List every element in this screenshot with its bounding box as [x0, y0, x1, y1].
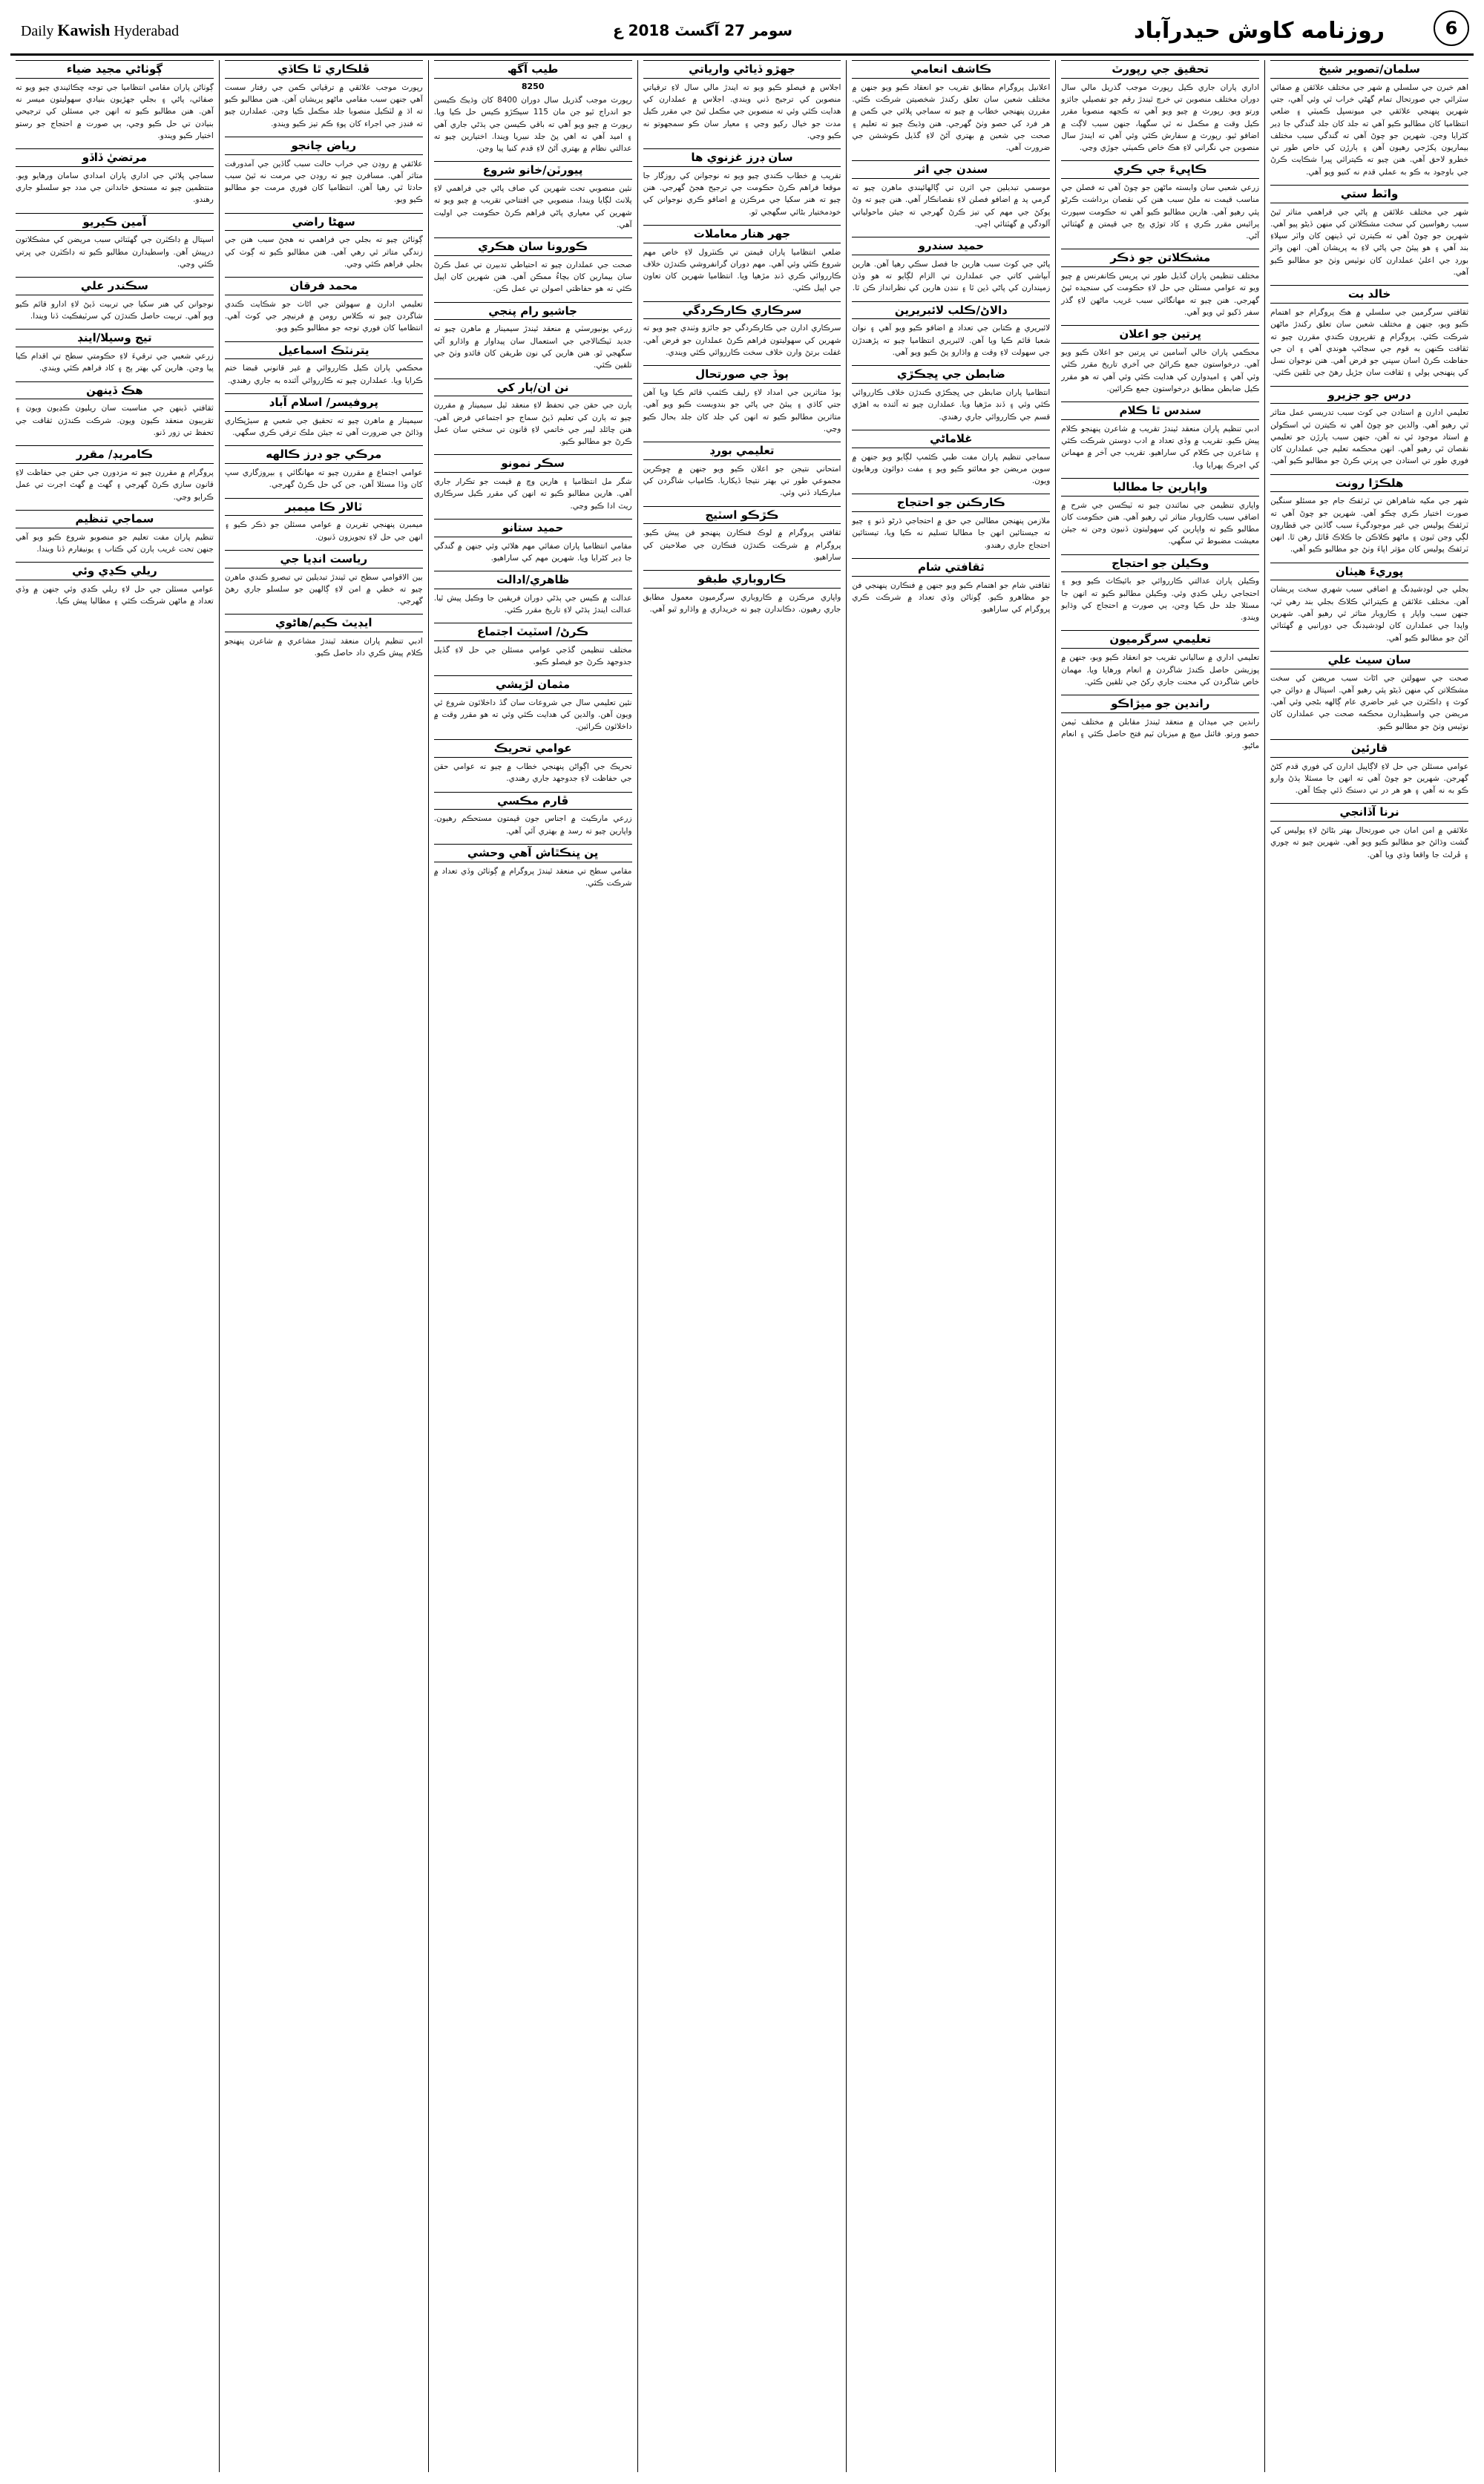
- article-body: ٻارن جي حقن جي تحفظ لاءِ منعقد ٿيل سيمينار ۾ مقررن چيو ته ٻارن کي تعليم ڏيڻ سماج جو اجتماعي فرض آهي. هنن چائلڊ ليبر جي خاتمي لاءِ قانون تي سختي سان عمل ڪرڻ جو مطالبو ڪيو.: [433, 401, 632, 447]
- article-headline: ڦارم مڪسي: [434, 792, 632, 810]
- article-body: نئين تعليمي سال جي شروعات سان گڏ داخلائون شروع ٿي ويون آهن. والدين کي هدايت ڪئي وئي ته هو مقرر وقت ۾ داخلائون ڪرائين.: [433, 698, 632, 732]
- column-grid: [10, 60, 1474, 2472]
- article: [225, 550, 423, 608]
- article-headline: خالد بت: [1270, 285, 1468, 304]
- column-4: [637, 60, 847, 2472]
- article-headline: ڪارڪنن جو احتجاج: [852, 494, 1050, 512]
- article-headline: جهڙو ڏياڻي وارياتي: [643, 60, 841, 79]
- article-headline: مثمان لڙيشي: [434, 675, 632, 694]
- article-body: صحت جي سهولتن جي اڻاٺ سبب مريضن کي سخت مشڪلاتن کي منهن ڏيڻو پئي رهيو آهي. اسپتال ۾ دوائن جي کوٽ ۽ ڊاڪٽرن جي غير حاضري عام ڳالهه بڻجي وئي آهي. مريضن جي واسطيدارن محڪمه صحت جي عملدارن کان نوٽيس وٺڻ جو مطالبو ڪيو.: [1270, 673, 1468, 731]
- article-body: سماجي ڀلائي جي اداري پاران امدادي سامان ورهايو ويو. منتظمين چيو ته مستحق خاندانن جي مدد جو سلسلو جاري رهندو.: [15, 171, 214, 205]
- article-body: اهم خبرن جي سلسلي ۾ شهر جي مختلف علائقن ۾ صفائي سٿرائي جي صورتحال تمام گهڻي خراب ٿي وئي آهي، جتي شهرين پنهنجي علائقي جي ميونسپل ڪميٽي ۽ ضلعي انتظاميا کان مطالبو ڪيو آهي ته جلد کان جلد گندگي جا ڍير کڻرايا وڃن. شهرين جو چوڻ آهي ته گندگي سبب مختلف بيماريون پکڙجي رهيون آهن ۽ ٻارڙن کي خاص طور تي خطرو لاحق آهي. هنن چيو ته ڪيترائي ڀيرا شڪايت ڪرڻ جي باوجود به ڪو به عملي قدم نه کنيو ويو آهي.: [1270, 82, 1468, 177]
- article: [225, 213, 423, 271]
- article-headline: سندن جي اثر: [852, 160, 1050, 179]
- article: [1061, 630, 1259, 688]
- article-body: پروگرام ۾ مقررن چيو ته مزدورن جي حقن جي حفاظت لاءِ قانون سازي ڪرڻ گهرجي ۽ گهٽ ۾ گهٽ اجرت تي عمل ڪرايو وڃي.: [15, 468, 214, 502]
- article-headline: طيب آگھ: [434, 60, 632, 79]
- article-body: ثقافتي ڏينهن جي مناسبت سان ريليون ڪڍيون ويون ۽ تقريبون منعقد ڪيون ويون. شرڪت ڪندڙن ثقافت جي تحفظ تي زور ڏنو.: [15, 404, 214, 438]
- article-headline: ڦلڪاري ٿا ڪاڏي: [225, 60, 423, 79]
- article: [852, 160, 1050, 230]
- article-headline: يترنٽڪ اسماعيل: [225, 341, 423, 360]
- article-body: محڪمي پاران ڪيل ڪارروائي ۾ غير قانوني قبضا ختم ڪرايا ويا. عملدارن چيو ته ڪارروائي آئنده به جاري رهندي.: [224, 364, 423, 385]
- article-headline: ايڊيٽ ڪيم/ھاڻوي: [225, 614, 423, 632]
- article-body: علائقي ۾ روڊن جي خراب حالت سبب گاڏين جي آمدورفت متاثر آهي. مسافرن چيو ته روڊن جي مرمت نه ٿيڻ سبب حادثا ٿي رهيا آهن. انتظاميا کان فوري مرمت جو مطالبو ڪيو ويو.: [224, 159, 423, 205]
- article-headline: آمين ڪيريو: [16, 213, 214, 232]
- article-body: محڪمي پاران خالي آسامين تي ڀرتين جو اعلان ڪيو ويو آهي. درخواستون جمع ڪرائڻ جي آخري تاريخ مقرر ڪئي وئي آهي ۽ اميدوارن کي هدايت ڪئي وئي آهي ته هو مقرر ڪيل ضابطن مطابق درخواستون جمع ڪرائين.: [1061, 347, 1260, 393]
- article: [1270, 474, 1468, 556]
- article-headline: حميد سندرو: [852, 237, 1050, 255]
- article-headline: ڪاشف انعامي: [852, 60, 1050, 79]
- article-headline: ٻوڏ جي صورتحال: [643, 365, 841, 384]
- article-body: اداري پاران جاري ڪيل رپورٽ موجب گذريل مالي سال دوران مختلف منصوبن تي خرچ ٿيندڙ رقم جو تفصيلي جائزو ورتو ويو. رپورٽ ۾ چيو ويو آهي ته ڪجهه منصوبا مقرر ڪيل وقت ۾ مڪمل نه ٿي سگهيا، جنهن سبب لاڳت ۾ اضافو ٿيو. رپورٽ ۾ سفارش ڪئي وئي آهي ته ايندڙ سال منصوبن جي نگراني لاءِ هڪ خاص ڪميٽي جوڙي وڃي.: [1061, 82, 1260, 153]
- article: [643, 60, 841, 142]
- article-headline: ڀن ڀنڪٿاش آهي وحشي: [434, 844, 632, 862]
- article-body: ثقافتي شام جو اهتمام ڪيو ويو جنهن ۾ فنڪارن پنهنجي فن جو مظاهرو ڪيو. ڳوٺاڻن وڏي تعداد ۾ شرڪت ڪري پروگرام کي ساراهيو.: [852, 580, 1051, 615]
- paper-name-urdu-main: كاوش: [1227, 17, 1294, 44]
- article-headline: محمد فرقان: [225, 277, 423, 295]
- article-body: واپاري تنظيمن جي نمائندن چيو ته ٽيڪسن جي شرح ۾ اضافي سبب ڪاروبار متاثر ٿي رهيو آهي. هنن حڪومت کان مطالبو ڪيو ته واپارين کي سهوليتون ڏنيون وڃن ته جيئن معيشت مضبوط ٿي سگهي.: [1061, 500, 1260, 546]
- article-headline: سڪر نمونو: [434, 454, 632, 473]
- masthead-urdu-title: [930, 18, 1474, 44]
- article-headline: جهر هنار معاملات: [643, 225, 841, 243]
- column-3: [846, 60, 1055, 2472]
- article: [225, 60, 423, 130]
- article-body: سيمينار ۾ ماهرن چيو ته تحقيق جي شعبي ۾ سيڙپڪاري وڌائڻ جي ضرورت آهي ته جيئن ملڪ ترقي ڪري سگهي.: [224, 416, 423, 438]
- article-headline: ڪرڻ/ اسٽيٽ اجتماع: [434, 623, 632, 641]
- article-headline: قارئين: [1270, 739, 1468, 758]
- article: [16, 445, 214, 503]
- article-headline: مرڪي جو ڊرز ڪالهه: [225, 445, 423, 464]
- article-headline: پيورٽن/خانو شروع: [434, 161, 632, 180]
- article-body: موسمي تبديلين جي اثرن تي ڳالهائيندي ماهرن چيو ته گرمي پد ۾ اضافو فصلن لاءِ نقصانڪار آهي. هنن چيو ته وڻ پوکڻ جي مهم کي تيز ڪرڻ گهرجي ته جيئن ماحولياتي آلودگي ۾ گهٽتائي اچي.: [852, 183, 1051, 229]
- article-body: تعليمي ادارن ۾ سهولتن جي اڻاٺ جو شڪايت ڪندي شاگردن چيو ته ڪلاس رومن ۾ فرنيچر جي کوٽ آهي. انتظاميا کان فوري توجه جو مطالبو ڪيو ويو.: [224, 299, 423, 333]
- article: [434, 454, 632, 512]
- article-body: زرعي شعبي سان وابسته ماڻهن جو چوڻ آهي ته فصلن جي مناسب قيمت نه ملڻ سبب هنن کي نقصان برداشت ڪرڻو پئي رهيو آهي. هارين مطالبو ڪيو آهي ته حڪومت سپورٽ پرائيس مقرر ڪري ۽ کاد توڙي ٻج جي قيمتن ۾ گهٽتائي آڻي.: [1061, 183, 1260, 241]
- article-headline: هڪ ڏينهن: [16, 381, 214, 400]
- masthead: [10, 7, 1474, 56]
- article: [643, 570, 841, 615]
- article-headline: سندس ٿا ڪلام: [1061, 402, 1259, 420]
- article-body: مقامي انتظاميا پاران صفائي مهم هلائي وئي جنهن ۾ گندگي جا ڍير کڻرايا ويا. شهرين مهم کي ساراهيو.: [433, 541, 632, 563]
- article-headline: ظاهري/ادالت: [434, 571, 632, 589]
- article-body: تعليمي اداري ۾ سالياني تقريب جو انعقاد ڪيو ويو، جنهن ۾ پوزيشن حاصل ڪندڙ شاگردن ۾ انعام ورهايا ويا. مهمان خاص شاگردن کي محنت جاري رکڻ جي تلقين ڪئي.: [1061, 653, 1260, 686]
- article-body: شهر جي مکيه شاهراهن تي ٽرئفڪ جام جو مسئلو سنگين صورت اختيار ڪري چڪو آهي. شهرين جو چوڻ آهي ته ٽرئفڪ پوليس جي غير موجودگيءَ سبب گاڏين جي قطارون لڳي وڃن ٿيون ۽ ماڻهو ڪلاڪن جا ڪلاڪ ڦاٿل رهن ٿا. انهن ٽرئفڪ پوليس کان مؤثر اپاءَ وٺڻ جو مطالبو ڪيو آهي.: [1270, 497, 1468, 554]
- article-headline: دالاڻ/ڪلب لائبريرين: [852, 301, 1050, 320]
- article-body: راندين جي ميدان ۾ منعقد ٿيندڙ مقابلن ۾ مختلف ٽيمن حصو ورتو. فائنل ميچ ۾ ميزبان ٽيم فتح حاصل ڪئي ۽ انعام ماڻيو.: [1061, 717, 1260, 751]
- article-body: رپورٽ موجب علائقي ۾ ترقياتي ڪمن جي رفتار سست آهي جنهن سبب مقامي ماڻهو پريشان آهن. هنن مطالبو ڪيو ته اڌ ۾ لٽڪيل منصوبا جلد مڪمل ڪيا وڃن. عملدارن چيو ته فنڊز جي اجراء کان پوءِ ڪم تيز ڪيو ويندو.: [224, 82, 423, 128]
- article-body: ٻوڏ متاثرين جي امداد لاءِ رليف ڪئمپ قائم ڪيا ويا آهن جتي کاڌي ۽ پيئڻ جي پاڻي جو بندوبست ڪيو ويو آهي. متاثرين مطالبو ڪيو ته انهن کي جلد کان جلد بحال ڪيو وڃي.: [643, 388, 841, 433]
- article: [434, 739, 632, 784]
- article-headline: مشڪلاتن جو ذڪر: [1061, 249, 1259, 267]
- article-headline: ريلي ڪڍي وئي: [16, 562, 214, 580]
- article-body: تنظيم پاران مفت تعليم جو منصوبو شروع ڪيو ويو آهي جنهن تحت غريب ٻارن کي ڪتاب ۽ يونيفارم ڏنا ويندا.: [15, 532, 214, 554]
- article: [852, 365, 1050, 423]
- article-body: نئين منصوبي تحت شهرين کي صاف پاڻي جي فراهمي لاءِ پلانٽ لڳايا ويندا. منصوبي جي افتتاحي تقريب ۾ چيو ويو ته شهرين کي معياري پاڻي فراهم ڪرڻ حڪومت جي اوليت آهي.: [433, 184, 632, 229]
- english-paper-name: Kawish: [57, 21, 111, 39]
- article: [1270, 651, 1468, 733]
- article: [1061, 249, 1259, 318]
- article-headline: نرنا آڏانجي: [1270, 803, 1468, 822]
- article-headline: سڪندر علي: [16, 277, 214, 295]
- article-body: مختلف تنظيمن گڏجي عوامي مسئلن جي حل لاءِ گڏيل جدوجهد ڪرڻ جو فيصلو ڪيو.: [433, 646, 632, 667]
- article-body: زرعي يونيورسٽي ۾ منعقد ٿيندڙ سيمينار ۾ ماهرن چيو ته جديد ٽيڪنالاجي جي استعمال سان پيداوار ۾ واڌارو آڻي سگهجي ٿو. هنن هارين کي نون طريقن کان فائدو وٺڻ جي تلقين ڪئي.: [433, 324, 632, 370]
- article-headline: هلڪڙا رونت: [1270, 474, 1468, 493]
- article-body: اعلانيل پروگرام مطابق تقريب جو انعقاد ڪيو ويو جنهن ۾ مختلف شعبن سان تعلق رکندڙ شخصيتن شرڪت ڪئي. مقررن پنهنجي خطاب ۾ چيو ته سماجي ڀلائي جي ڪمن ۾ هر فرد کي حصو وٺڻ گهرجي. هنن وڌيڪ چيو ته تعليم ۽ صحت جي شعبن ۾ بهتري آڻڻ لاءِ گڏيل ڪوششن جي ضرورت آهي.: [852, 82, 1051, 153]
- article-headline: ڪامريڊ/ مقرر: [16, 445, 214, 464]
- article: [1061, 402, 1259, 471]
- article-headline: ڪورونا سان هڪري: [434, 237, 632, 256]
- article-headline: نن ان/ٻار کي: [434, 379, 632, 397]
- article: [1270, 563, 1468, 644]
- article-headline: غلاماڻي: [852, 430, 1050, 448]
- article-headline: سان ڊرز غزنوي ها: [643, 148, 841, 167]
- article: [643, 506, 841, 564]
- column-6: [219, 60, 428, 2472]
- column-2: [1055, 60, 1264, 2472]
- article: [16, 381, 214, 439]
- article-headline: رياست انڊيا جي: [225, 550, 423, 568]
- article-body: رپورٽ موجب گذريل سال دوران 8400 کان وڌيڪ ڪيسن جو اندراج ٿيو جن مان 115 سيڪڙو ڪيس حل ڪيا ويا. رپورٽ ۾ چيو ويو آهي ته باقي ڪيسن جي ٻڌڻي جاري آهي ۽ اميد آهي ته اهي پڻ جلد نبيريا ويندا. اختيارين چيو ته عدالتي نظام ۾ بهتري آڻڻ لاءِ قدم کنيا پيا وڃن.: [433, 96, 632, 154]
- article: [643, 365, 841, 435]
- article: [643, 225, 841, 295]
- article: [643, 442, 841, 499]
- article-headline: ڪاروباري طبقو: [643, 570, 841, 589]
- article-subhead: 8250: [521, 81, 545, 91]
- article: [16, 510, 214, 555]
- article-body: سماجي تنظيم پاران مفت طبي ڪئمپ لڳايو ويو جنهن ۾ سوين مريضن جو معائنو ڪيو ويو ۽ مفت دوائون ورهايون ويون.: [852, 452, 1051, 486]
- article: [852, 60, 1050, 154]
- paper-name-urdu: روزنامه: [1301, 17, 1385, 44]
- article-body: علائقي ۾ امن امان جي صورتحال بهتر بڻائڻ لاءِ پوليس کي گشت وڌائڻ جو مطالبو ڪيو ويو آهي. شهرين چيو ته چوري ۽ ڦرلٽ جا واقعا وڌي ويا آهن.: [1270, 826, 1468, 859]
- column-1: [1264, 60, 1474, 2472]
- article-body: زرعي شعبي جي ترقيءَ لاءِ حڪومتي سطح تي اقدام ڪيا پيا وڃن. هارين کي بهتر ٻج ۽ کاد فراهم ڪئي ويندي.: [15, 352, 214, 373]
- article-body: ادبي تنظيم پاران منعقد ٿيندڙ مشاعري ۾ شاعرن پنهنجو ڪلام پيش ڪري داد حاصل ڪيو.: [224, 637, 423, 658]
- article-body: ثقافتي سرگرمين جي سلسلي ۾ هڪ پروگرام جو اهتمام ڪيو ويو، جنهن ۾ مختلف شعبن سان تعلق رکندڙ ماڻهن شرڪت ڪئي. پروگرام ۾ تقريرون ڪندي مقررن چيو ته ثقافت ڪنهن به قوم جي سڃاڻپ هوندي آهي ۽ ان جي حفاظت ڪرڻ اسان سڀني جو فرض آهي. هنن نوجوان نسل کي پنهنجي ٻولي ۽ ثقافت سان جڙيل رهڻ جي تلقين ڪئي.: [1270, 307, 1468, 378]
- article-body: ڳوٺاڻن چيو ته بجلي جي فراهمي نه هجڻ سبب هنن جي زندگي متاثر ٿي رهي آهي. هنن مطالبو ڪيو ته ڳوٺ کي بجلي فراهم ڪئي وڃي.: [224, 235, 423, 269]
- article-body: صحت جي عملدارن چيو ته احتياطي تدبيرن تي عمل ڪرڻ سان بيمارين کان بچاءُ ممڪن آهي. هنن شهرين کان اپيل ڪئي ته هو حفاظتي اصولن تي عمل ڪن.: [433, 260, 632, 294]
- article-headline: سرڪاري ڪارڪردگي: [643, 301, 841, 320]
- article-headline: درس جو جزيرو: [1270, 386, 1468, 404]
- article: [434, 302, 632, 372]
- article-body: مقامي سطح تي منعقد ٿيندڙ پروگرام ۾ ڳوٺاڻن وڏي تعداد ۾ شرڪت ڪئي.: [433, 866, 632, 888]
- article-headline: ڀرتين جو اعلان: [1061, 325, 1259, 344]
- article-body: مختلف تنظيمن پاران گڏيل طور تي پريس ڪانفرنس ۾ چيو ويو ته عوامي مسئلن جي حل لاءِ حڪومت کي سنجيده ٿيڻ گهرجي. هنن چيو ته مهانگائي سبب غريب ماڻهن لاءِ گذر سفر ڏکيو ٿي ويو آهي.: [1061, 272, 1260, 317]
- article-headline: سماجي تنظيم: [16, 510, 214, 528]
- masthead-english-title: [10, 21, 476, 40]
- article: [225, 393, 423, 439]
- article-headline: پروفيسر/ اسلام آباد: [225, 393, 423, 412]
- article-body: عوامي مسئلن جي حل لاءِ ريلي ڪڍي وئي جنهن ۾ وڏي تعداد ۾ ماڻهن شرڪت ڪئي ۽ مطالبا پيش ڪيا.: [15, 584, 214, 606]
- article-headline: جاشيو رام پنجي: [434, 302, 632, 321]
- article-headline: تعليمي سرگرميون: [1061, 630, 1259, 649]
- english-city-label: Hyderabad: [114, 23, 180, 39]
- article: [1061, 695, 1259, 753]
- column-5: [428, 60, 637, 2472]
- article: [434, 60, 632, 154]
- english-daily-label: Daily: [20, 23, 54, 39]
- article: [434, 519, 632, 564]
- article-headline: سان سيٺ علي: [1270, 651, 1468, 669]
- article: [434, 161, 632, 231]
- article: [16, 148, 214, 206]
- paper-city-urdu: حيدرآباد: [1134, 17, 1221, 44]
- article-body: زرعي مارڪيٽ ۾ اجناس جون قيمتون مستحڪم رهيون. واپارين چيو ته رسد ۾ بهتري آئي آهي.: [433, 814, 632, 836]
- article: [852, 558, 1050, 616]
- article: [1061, 60, 1259, 154]
- article: [1270, 386, 1468, 468]
- article-body: ثقافتي پروگرام ۾ لوڪ فنڪارن پنهنجو فن پيش ڪيو. پروگرام ۾ شرڪت ڪندڙن فنڪارن جي صلاحيتن کي ساراهيو.: [643, 528, 841, 562]
- article-body: تعليمي ادارن ۾ استادن جي کوٽ سبب تدريسي عمل متاثر ٿي رهيو آهي. والدين جو چوڻ آهي ته ڪيترن ئي اسڪولن ۾ استاد موجود ئي نه آهن، جنهن سبب ٻارڙن جو تعليمي نقصان ٿي رهيو آهي. انهن محڪمه تعليم جي عملدارن کان فوري طور تي استادن جي ڀرتي ڪرڻ جو مطالبو ڪيو آهي.: [1270, 408, 1468, 466]
- article-body: پاڻي جي کوٽ سبب هارين جا فصل سڪي رهيا آهن. هارين آبپاشي کاتي جي عملدارن تي الزام لڳايو ته هو وڏن زميندارن کي پاڻي ڏين ٿا ۽ ننڍن هارين کي نظرانداز ڪن ٿا.: [852, 259, 1051, 293]
- article-headline: ڪاڀيءَ جي ڪري: [1061, 160, 1259, 179]
- article-headline: تحقيق جي رپورٽ: [1061, 60, 1259, 79]
- article: [16, 60, 214, 142]
- article: [1270, 185, 1468, 278]
- article: [434, 237, 632, 295]
- article: [1270, 803, 1468, 861]
- article: [852, 430, 1050, 488]
- article: [225, 277, 423, 335]
- article: [434, 623, 632, 668]
- article-headline: راندين جو ميڙاڪو: [1061, 695, 1259, 713]
- article-body: بين الاقوامي سطح تي ٿيندڙ تبديلين تي تبصرو ڪندي ماهرن چيو ته خطي ۾ امن لاءِ ڳالهين جو سلسلو جاري رهڻ گهرجي.: [224, 572, 423, 606]
- article-headline: وڪيلن جو احتجاج: [1061, 554, 1259, 573]
- article-body: ادبي تنظيم پاران منعقد ٿيندڙ تقريب ۾ شاعرن پنهنجو ڪلام پيش ڪيو. تقريب ۾ وڏي تعداد ۾ ادب دوستن شرڪت ڪئي ۽ شاعرن جي ڪلام کي ساراهيو. تقريب جي آخر ۾ مهمانن کي اجرڪ پهرايا ويا.: [1061, 424, 1260, 470]
- article-body: ملازمن پنهنجن مطالبن جي حق ۾ احتجاجي ڌرڻو ڏنو ۽ چيو ته جيستائين انهن جا مطالبا تسليم نه ڪيا ويا، تيستائين احتجاج جاري رهندو.: [852, 517, 1051, 550]
- article-headline: ٽالار ڪا ميمبر: [225, 498, 423, 517]
- article: [852, 237, 1050, 295]
- article-headline: واٽط ستي: [1270, 185, 1468, 203]
- article: [225, 341, 423, 387]
- page-number-badge: 6: [1434, 10, 1469, 46]
- article-body: ميمبرن پنهنجي تقريرن ۾ عوامي مسئلن جو ذڪر ڪيو ۽ انهن جي حل لاءِ تجويزون ڏنيون.: [224, 520, 423, 542]
- article: [852, 494, 1050, 551]
- article-headline: ثقافتي شام: [852, 558, 1050, 577]
- article-headline: تيج وسيلا/اينڊ: [16, 329, 214, 347]
- article-headline: عوامي تحريڪ: [434, 739, 632, 758]
- article-body: اسپتال ۾ ڊاڪٽرن جي گهٽتائي سبب مريضن کي مشڪلاتون درپيش آهن. واسطيدارن مطالبو ڪيو ته ڊاڪٽرن جي ڀرتي ڪئي وڃي.: [15, 235, 214, 269]
- article: [643, 301, 841, 359]
- article-body: انتظاميا پاران ضابطن جي ڀڃڪڙي ڪندڙن خلاف ڪارروائي ڪئي وئي ۽ ڏنڊ مڙهيا ويا. عملدارن چيو ته آئنده به اهڙي قسم جي ڪارروائي جاري رهندي.: [852, 388, 1051, 422]
- article: [1270, 60, 1468, 178]
- article-body: امتحاني نتيجن جو اعلان ڪيو ويو جنهن ۾ ڇوڪرين مجموعي طور تي بهتر نتيجا ڏيکاريا. ڪامياب شاگردن کي مبارڪباد ڏني وئي.: [643, 464, 841, 498]
- article-body: واپاري مرڪزن ۾ ڪاروباري سرگرميون معمول مطابق جاري رهيون. دڪاندارن چيو ته خريداري ۾ واڌارو ٿيو آهي.: [643, 592, 841, 615]
- article-headline: سلمان/تصوير شيخ: [1270, 60, 1468, 79]
- article: [1270, 285, 1468, 379]
- article: [1061, 554, 1259, 624]
- article-headline: ڪڙڪو اسٽيج: [643, 506, 841, 525]
- article: [1061, 160, 1259, 242]
- article-body: شگر مل انتظاميا ۽ هارين وچ ۾ قيمت جو تڪرار جاري آهي. هارين مطالبو ڪيو ته انهن کي مقرر ڪيل سرڪاري ريٽ ادا ڪيو وڃي.: [433, 477, 632, 511]
- article: [16, 562, 214, 607]
- article: [1061, 478, 1259, 548]
- article-body: شهر جي مختلف علائقن ۾ پاڻي جي فراهمي متاثر ٿيڻ سبب رهواسين کي سخت مشڪلاتن کي منهن ڏيڻو پيو آهي. شهرين جو چوڻ آهي ته ڪيترن ئي ڏينهن کان واٽر سپلاءِ بند آهي ۽ هو پيئڻ جي پاڻي لاءِ به پريشان آهن. انهن واٽر بورڊ جي اعليٰ عملدارن کان نوٽيس وٺڻ جو مطالبو ڪيو آهي.: [1270, 207, 1468, 277]
- article: [1270, 739, 1468, 797]
- article: [434, 571, 632, 616]
- article-body: لائبريري ۾ ڪتابن جي تعداد ۾ اضافو ڪيو ويو آهي ۽ نوان شعبا قائم ڪيا ويا آهن. لائبريري انتظاميا چيو ته پڙهندڙن جي سهولت لاءِ وقت ۾ واڌارو پڻ ڪيو ويو آهي.: [852, 324, 1051, 357]
- article: [225, 137, 423, 206]
- article-headline: ضابطن جي ڀڃڪڙي: [852, 365, 1050, 384]
- article: [434, 675, 632, 733]
- issue-date: سومر 27 آگسٽ 2018 ع: [612, 22, 793, 39]
- article-headline: حميد ستانو: [434, 519, 632, 537]
- article: [16, 213, 214, 271]
- article-headline: سهڻا راضي: [225, 213, 423, 232]
- article-body: تحريڪ جي اڳواڻن پنهنجي خطاب ۾ چيو ته عوامي حقن جي حفاظت لاءِ جدوجهد جاري رهندي.: [433, 762, 632, 784]
- article: [1061, 325, 1259, 395]
- article: [434, 844, 632, 889]
- article-body: ضلعي انتظاميا پاران قيمتن تي ڪنٽرول لاءِ خاص مهم شروع ڪئي وئي آهي. مهم دوران گرانفروشي ڪندڙن خلاف ڪارروائي ڪري ڏنڊ مڙهيا ويا. انتظاميا شهرين کان تعاون جي اپيل ڪئي.: [643, 247, 841, 293]
- article-body: نوجوانن کي هنر سکيا جي تربيت ڏيڻ لاءِ ادارو قائم ڪيو ويو آهي. تربيت حاصل ڪندڙن کي سرٽيفڪيٽ ڏنا ويندا.: [15, 299, 214, 321]
- article: [852, 301, 1050, 359]
- article-headline: ڳوٺاڻي مجيد ضياء: [16, 60, 214, 79]
- article-body: عدالت ۾ ڪيس جي ٻڌڻي دوران فريقين جا وڪيل پيش ٿيا. عدالت ايندڙ ٻڌڻي لاءِ تاريخ مقرر ڪئي.: [433, 593, 632, 615]
- article-body: عوامي مسئلن جي حل لاءِ لاڳاپيل ادارن کي فوري قدم کڻڻ گهرجن. شهرين جو چوڻ آهي ته انهن جا مسئلا ٻڌڻ وارو ڪو به نه آهي ۽ هو هر در تي دستڪ ڏئي چڪا آهن.: [1270, 761, 1468, 796]
- article-headline: تعليمي بورڊ: [643, 442, 841, 460]
- article-body: عوامي اجتماع ۾ مقررن چيو ته مهانگائي ۽ بيروزگاري سڀ کان وڏا مسئلا آهن، جن کي حل ڪرڻ گهرجي.: [224, 468, 423, 490]
- article-body: تقريب ۾ خطاب ڪندي چيو ويو ته نوجوانن کي روزگار جا موقعا فراهم ڪرڻ حڪومت جي ترجيح هجڻ گهرجي. هنن چيو ته هنر سکيا جي مرڪزن ۾ اضافو ڪري نوجوانن کي خودمختيار بڻائي سگهجي ٿو.: [643, 171, 841, 217]
- article-body: سرڪاري ادارن جي ڪارڪردگي جو جائزو وٺندي چيو ويو ته شهرين کي سهوليتون فراهم ڪرڻ عملدارن جو فرض آهي. غفلت برتڻ وارن خلاف سخت ڪارروائي ڪئي ويندي.: [643, 324, 841, 357]
- article: [225, 445, 423, 491]
- column-7: [10, 60, 219, 2472]
- article: [225, 614, 423, 659]
- article: [434, 792, 632, 837]
- article: [16, 277, 214, 322]
- article-body: بجلي جي لوڊشيڊنگ ۾ اضافي سبب شهري سخت پريشان آهن. مختلف علائقن ۾ ڪيترائي ڪلاڪ بجلي بند رهي ٿي، جنهن سبب واپار ۽ ڪاروبار متاثر ٿي رهيو آهي. شهرين واپڊا جي عملدارن کان لوڊشيڊنگ جي دورانيي ۾ گهٽتائي آڻڻ جو مطالبو ڪيو آهي.: [1270, 585, 1468, 643]
- article: [643, 148, 841, 218]
- article-body: وڪيلن پاران عدالتي ڪارروائي جو بائيڪاٽ ڪيو ويو ۽ احتجاجي ريلي ڪڍي وئي. وڪيلن مطالبو ڪيو ته انهن جا مسئلا جلد حل ڪيا وڃن، ٻي صورت ۾ احتجاج کي وڌايو ويندو.: [1061, 577, 1260, 623]
- article: [16, 329, 214, 374]
- article: [225, 498, 423, 543]
- article: [434, 379, 632, 448]
- article-headline: پوريءَ هيٺان: [1270, 563, 1468, 581]
- article-headline: واپارين جا مطالبا: [1061, 478, 1259, 497]
- article-body: اجلاس ۾ فيصلو ڪيو ويو ته ايندڙ مالي سال لاءِ ترقياتي منصوبن کي ترجيح ڏني ويندي. اجلاس ۾ عملدارن کي هدايت ڪئي وئي ته منصوبن جي مڪمل ٿيڻ جي مقرر ڪيل مدت جو خيال رکيو وڃي ۽ معيار سان ڪو سمجهوتو نه ڪيو وڃي.: [643, 82, 841, 140]
- article-headline: مرتضيٰ ڏاڏو: [16, 148, 214, 167]
- article-headline: رياض چانجو: [225, 137, 423, 155]
- article-body: ڳوٺاڻن پاران مقامي انتظاميا جي توجه ڇڪائيندي چيو ويو ته صفائي، پاڻي ۽ بجلي جهڙيون بنيادي سهوليتون ميسر نه آهن. هنن مطالبو ڪيو ته انهن جي مسئلن کي ترجيحي بنيادن تي حل ڪيو وڃي، ٻي صورت ۾ احتجاج جو رستو اختيار ڪيو ويندو.: [15, 82, 214, 140]
